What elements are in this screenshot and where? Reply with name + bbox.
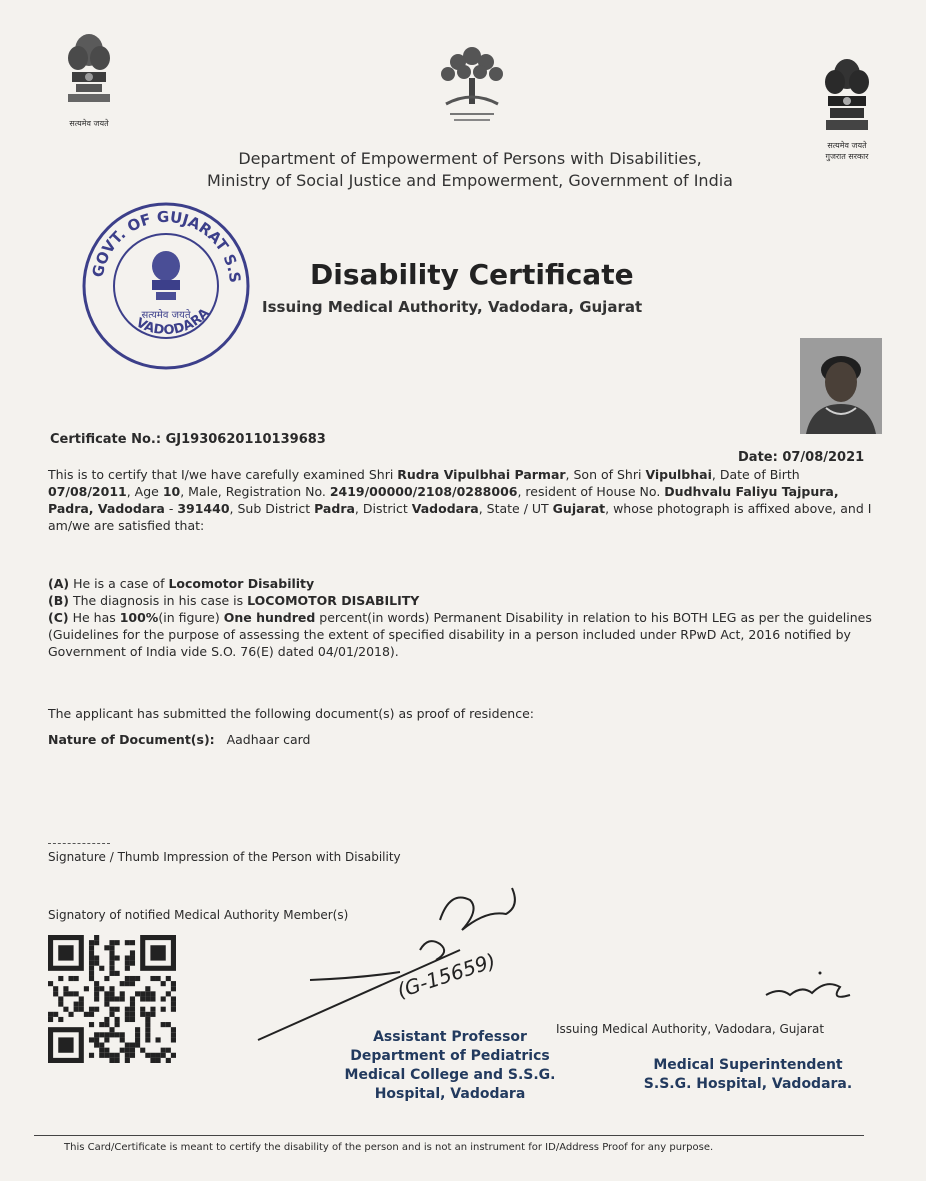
certificate-number-label: Certificate No.: <box>50 432 166 447</box>
disability-percent: 100% <box>119 610 159 625</box>
point-b: (B) The diagnosis in his case is LOCOMOTOR DISABILITY <box>48 593 420 608</box>
signature-line <box>48 843 110 844</box>
seal-top-text: GUJARAT S.S <box>156 207 245 284</box>
person-signature-label: Signature / Thumb Impression of the Person with Disability <box>48 850 401 864</box>
page-subtitle: Issuing Medical Authority, Vadodara, Gujarat <box>262 298 643 316</box>
document-label: Nature of Document(s): <box>48 732 215 747</box>
handwritten-code: (G-15659) <box>394 948 499 1003</box>
department-line-1: Department of Empowerment of Persons with Disabilities, <box>238 149 702 168</box>
district: Vadodara <box>411 501 479 516</box>
qr-code-icon <box>48 935 176 1063</box>
signature-scrawl-icon <box>760 965 860 1015</box>
page-title: Disability Certificate <box>310 258 634 291</box>
applicant-photo <box>800 338 882 434</box>
footer-divider <box>34 1135 864 1136</box>
stamp-line: S.S.G. Hospital, Vadodara. <box>643 1076 853 1092</box>
stamp-line: Medical Superintendent <box>653 1057 843 1073</box>
body-text: , whose photograph is affixed above, and I am/we are satisfied that: <box>48 501 872 533</box>
ashoka-emblem-right <box>814 56 880 160</box>
certificate-number <box>50 432 326 447</box>
certification-paragraph <box>48 466 878 534</box>
footer-note: This Card/Certificate is meant to certify the disability of the person and is not an instrument for ID/Address Proof for any purpose. <box>64 1142 714 1153</box>
stamp-line: Medical College and S.S.G. <box>344 1067 556 1083</box>
body-text: , resident of House No. <box>517 484 665 499</box>
accessibility-emblem <box>432 42 512 124</box>
handwritten-signature-member <box>250 880 570 1050</box>
body-text: , Male, Registration No. <box>180 484 330 499</box>
certificate-number-value: GJ1930620110139683 <box>165 432 326 447</box>
father-name: Vipulbhai <box>645 467 712 482</box>
qr-code <box>48 935 176 1063</box>
point-a: (A) He is a case of Locomotor Disability <box>48 576 315 591</box>
document-value: Aadhaar card <box>226 732 311 747</box>
medical-superintendent-stamp <box>618 1056 878 1094</box>
stamp-line: Assistant Professor <box>373 1029 527 1045</box>
body-text: - <box>164 501 178 516</box>
house-address: Dudhvalu Faliyu Tajpura, Padra, Vadodara <box>48 484 839 516</box>
certificate-date <box>738 450 864 465</box>
hospital-seal <box>80 200 252 372</box>
assessment-points <box>48 575 878 660</box>
sub-district: Padra <box>314 501 355 516</box>
residence-proof-intro: The applicant has submitted the following document(s) as proof of residence: <box>48 706 534 721</box>
document-nature <box>48 732 310 747</box>
applicant-name: Rudra Vipulbhai Parmar <box>397 467 566 482</box>
body-text: , Sub District <box>229 501 315 516</box>
department-line-2: Ministry of Social Justice and Empowerment, Government of India <box>207 171 733 190</box>
date-label: Date: <box>738 450 783 465</box>
diagnosis: LOCOMOTOR DISABILITY <box>247 593 420 608</box>
body-text: This is to certify that I/we have carefully examined Shri <box>48 467 398 482</box>
body-text: , Age <box>126 484 163 499</box>
date-of-birth: 07/08/2011 <box>48 484 127 499</box>
assistant-professor-stamp <box>330 1028 570 1104</box>
handwritten-signature-authority <box>760 965 860 1015</box>
issuing-authority-label: Issuing Medical Authority, Vadodara, Gujarat <box>556 1022 825 1036</box>
department-heading <box>200 148 740 192</box>
ashoka-emblem-left <box>58 28 120 128</box>
lion-capital-icon <box>58 28 120 114</box>
tree-hands-icon <box>432 42 512 124</box>
member-signature-label: Signatory of notified Medical Authority Member(s) <box>48 908 349 922</box>
registration-number: 2419/00000/2108/0288006 <box>329 484 518 499</box>
pin-code: 391440 <box>177 501 230 516</box>
body-text: , Date of Birth <box>711 467 800 482</box>
body-text: , District <box>354 501 412 516</box>
state: Gujarat <box>552 501 606 516</box>
seal-motto: सत्यमेव जयते <box>141 310 191 321</box>
disability-type: Locomotor Disability <box>168 576 315 591</box>
seal-left-text: GOVT. OF <box>88 209 154 279</box>
date-value: 07/08/2021 <box>782 450 865 465</box>
left-emblem-caption: सत्यमेव जयते <box>69 119 109 128</box>
age-value: 10 <box>162 484 181 499</box>
right-emblem-caption-1: सत्यमेव जयते <box>827 141 867 150</box>
point-c: (C) He has 100%(in figure) One hundred percent(in words) Permanent Disability in relation to his BOTH LEG as per the guidelines (Guidelines for the purpose of assessing the extent of specified disability in a person included under RPwD Act, 2016 notified by Government of India vide S.O. 76(E) dated 04/01/2018). <box>48 610 872 659</box>
signature-scrawl-icon <box>250 880 570 1050</box>
stamp-line: Department of Pediatrics <box>350 1048 550 1064</box>
right-emblem-caption-2: गुजरात सरकार <box>825 152 869 161</box>
seal-bottom-text: VADODARA <box>133 305 213 339</box>
lion-capital-icon <box>814 56 880 136</box>
stamp-line: Hospital, Vadodara <box>374 1086 526 1102</box>
round-stamp-icon <box>80 200 252 372</box>
disability-percent-words: One hundred <box>223 610 316 625</box>
person-photo-icon <box>800 338 882 434</box>
body-text: , Son of Shri <box>565 467 646 482</box>
body-text: , State / UT <box>478 501 553 516</box>
